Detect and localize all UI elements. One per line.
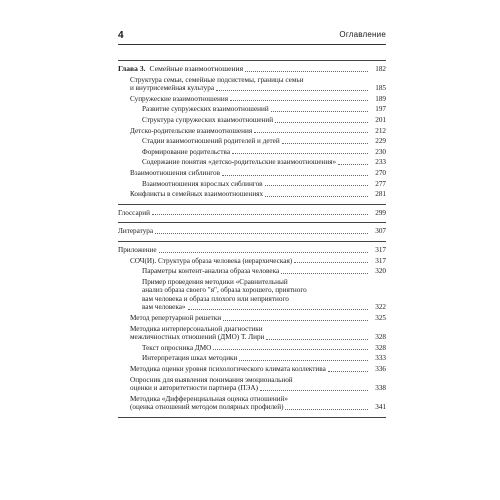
toc-entry[interactable] <box>118 395 386 412</box>
dot-leader <box>239 359 368 361</box>
dot-leader <box>338 163 368 165</box>
toc-entry-text: Детско-родительские взаимоотношения <box>130 126 253 135</box>
dot-leader <box>223 319 368 321</box>
toc-entry-text: Содержание понятия «детско-родительские взаимоотношения» <box>142 158 337 167</box>
toc-entry[interactable] <box>118 267 386 276</box>
dot-leader <box>222 174 368 176</box>
toc-entry[interactable] <box>118 76 386 93</box>
toc-block-literature <box>118 223 386 242</box>
toc-entry[interactable] <box>118 95 386 104</box>
toc-entry-text: вам человека и образа плохого или неприятного <box>142 294 289 303</box>
toc-entry-text: Приложение <box>118 245 157 254</box>
toc-entry[interactable] <box>118 278 386 312</box>
toc-entry-text: оценки и авторитетности партнера (ПЭА) <box>130 384 259 393</box>
page-ref: 281 <box>375 190 386 199</box>
dot-leader <box>285 408 368 410</box>
page-header <box>118 30 386 45</box>
dot-leader <box>230 99 368 101</box>
page-ref: 201 <box>375 115 386 124</box>
dot-leader <box>328 370 368 372</box>
toc-entry-text: Параметры контент-анализа образа человека <box>142 267 280 276</box>
page-ref: 320 <box>375 267 386 276</box>
dot-leader <box>245 70 368 72</box>
toc-entry[interactable] <box>118 180 386 189</box>
toc-block-chapter <box>118 60 386 205</box>
dot-leader <box>232 152 368 154</box>
page-ref: 277 <box>375 179 386 188</box>
page-ref: 322 <box>375 303 386 312</box>
dot-leader <box>155 232 368 234</box>
toc-entry-text: Опросник для выявления понимания эмоциональной <box>130 375 293 384</box>
toc-entry[interactable] <box>118 148 386 157</box>
toc-block-glossary <box>118 205 386 224</box>
dot-leader <box>271 110 368 112</box>
toc-entry-text: анализ образа своего "я", образа хорошего, приятного <box>142 286 307 295</box>
dot-leader <box>265 184 368 186</box>
page-ref: 317 <box>375 245 386 254</box>
toc-entry[interactable] <box>118 376 386 393</box>
dot-leader <box>266 338 368 340</box>
toc-entry-text: Текст опросника ДМО <box>142 343 212 352</box>
toc-entry[interactable] <box>118 227 386 236</box>
chapter-label: Глава 3. <box>118 64 146 73</box>
toc-entry-text: Взаимоотношения сиблингов <box>130 168 220 177</box>
page-ref: 328 <box>375 343 386 352</box>
page-ref: 317 <box>375 256 386 265</box>
table-of-contents <box>118 60 386 418</box>
toc-entry-text: Конфликты в семейных взаимоотношениях <box>130 190 264 199</box>
toc-chapter-entry[interactable] <box>118 65 386 74</box>
page-ref: 333 <box>375 354 386 363</box>
toc-entry[interactable] <box>118 365 386 374</box>
toc-entry-text: (оценка отношений методом полярных профилей) <box>130 403 284 412</box>
toc-entry[interactable] <box>118 257 386 266</box>
toc-entry-text: Глоссарий <box>118 208 150 217</box>
toc-entry-text: Взаимоотношения взрослых сиблингов <box>142 179 263 188</box>
toc-entry[interactable] <box>118 116 386 125</box>
toc-entry-text: Интерпретация шкал методики <box>142 354 238 363</box>
toc-entry-text: Методика оценки уровня психологического климата коллектива <box>130 365 326 374</box>
page-ref: 182 <box>375 65 386 73</box>
dot-leader <box>213 348 368 350</box>
dot-leader <box>281 272 368 274</box>
toc-entry-text: межличностных отношений (ДМО) Т. Лири <box>130 333 265 342</box>
toc-entry-text: Стадии взаимоотношений родителей и детей <box>142 137 280 146</box>
toc-entry[interactable] <box>118 246 386 255</box>
toc-entry[interactable] <box>118 325 386 342</box>
page-ref: 338 <box>375 384 386 393</box>
chapter-title: Семейные взаимоотношения <box>149 64 244 73</box>
dot-leader <box>216 89 368 91</box>
toc-entry[interactable] <box>118 354 386 363</box>
toc-entry-text: Структура семьи, семейные подсистемы, границы семьи <box>130 75 304 84</box>
page-ref: 299 <box>375 208 386 217</box>
page-ref: 197 <box>375 105 386 114</box>
toc-entry-text: Пример проведения методики «Сравнительный <box>142 277 288 286</box>
page-ref: 185 <box>375 84 386 93</box>
toc-entry-text: Структура супружеских взаимоотношений <box>142 115 274 124</box>
dot-leader <box>159 251 368 253</box>
dot-leader <box>275 121 368 123</box>
toc-entry-text: Супружеские взаимоотношения <box>130 94 229 103</box>
toc-entry[interactable] <box>118 169 386 178</box>
dot-leader <box>294 261 368 263</box>
toc-entry[interactable] <box>118 209 386 218</box>
page-ref: 325 <box>375 314 386 323</box>
dot-leader <box>260 389 368 391</box>
toc-entry-text: СОЧ(И). Структура образа человека (иерархическая) <box>130 256 293 265</box>
toc-block-appendix <box>118 242 386 418</box>
page-ref: 229 <box>375 137 386 146</box>
page-ref: 328 <box>375 333 386 342</box>
dot-leader <box>188 308 368 310</box>
page-ref: 189 <box>375 94 386 103</box>
page-ref: 230 <box>375 147 386 156</box>
running-title: Оглавление <box>339 30 386 39</box>
dot-leader <box>265 195 368 197</box>
page-ref: 341 <box>375 403 386 412</box>
toc-entry[interactable] <box>118 127 386 136</box>
toc-entry[interactable] <box>118 190 386 199</box>
toc-entry-text: Развитие супружеских взаимоотношений <box>142 105 269 114</box>
toc-entry[interactable] <box>118 105 386 114</box>
page-number: 4 <box>118 30 124 41</box>
page-ref: 336 <box>375 365 386 374</box>
toc-entry-text: Методика интерперсональной диагностики <box>130 324 263 333</box>
toc-entry[interactable] <box>118 314 386 323</box>
toc-entry-text: Метод репертуарной решетки <box>130 314 222 323</box>
toc-entry-text: Литература <box>118 227 154 236</box>
toc-entry[interactable] <box>118 344 386 353</box>
toc-entry-text: Формирование родительства <box>142 147 231 156</box>
toc-entry[interactable] <box>118 158 386 167</box>
dot-leader <box>254 131 368 133</box>
toc-entry-text: вам человека» <box>142 303 186 312</box>
toc-entry-text: Методика «Дифференциальная оценка отношений» <box>130 394 288 403</box>
toc-entry[interactable] <box>118 137 386 146</box>
dot-leader <box>152 213 368 215</box>
page-ref: 212 <box>375 126 386 135</box>
dot-leader <box>282 142 368 144</box>
toc-entry-text: и внутрисемейная культура <box>130 84 215 93</box>
page-ref: 307 <box>375 227 386 236</box>
page-ref: 233 <box>375 158 386 167</box>
page-ref: 270 <box>375 168 386 177</box>
